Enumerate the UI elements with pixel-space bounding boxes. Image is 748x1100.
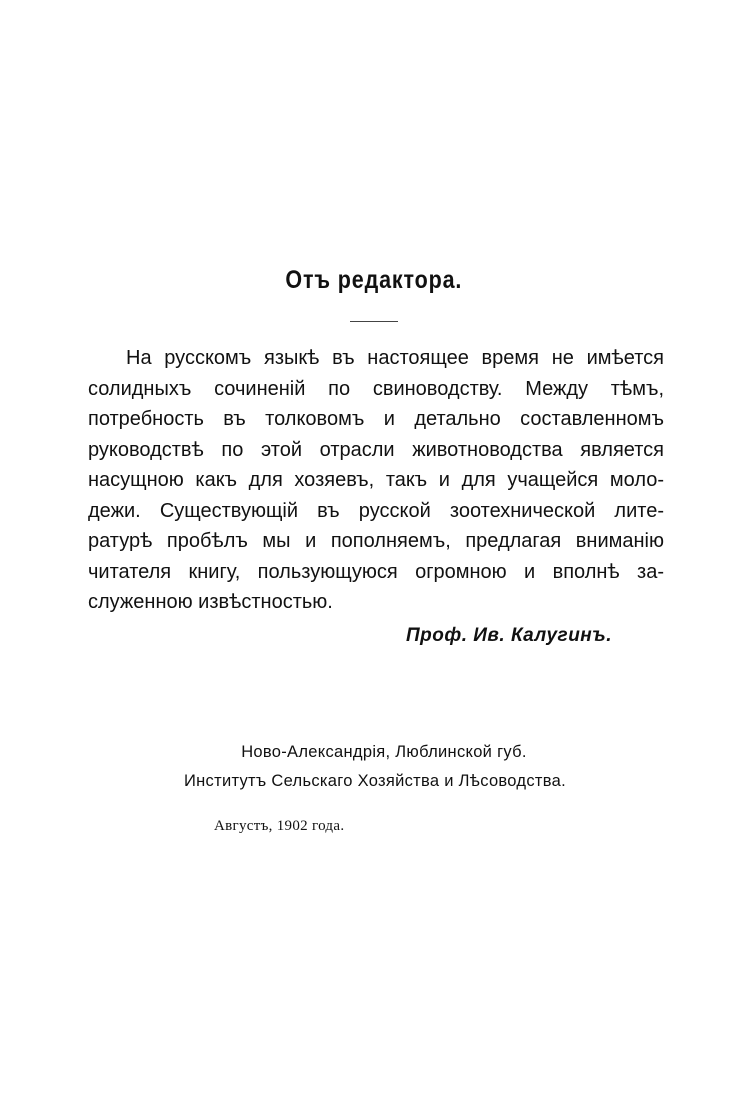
body-line: руководствѣ по этой отрасли животноводства является — [88, 438, 664, 461]
place-line: Ново-Александрія, Люблинской губ. — [241, 743, 527, 761]
editor-signature: Проф. Ив. Калугинъ. — [406, 625, 612, 646]
body-line: насущною какъ для хозяевъ, такъ и для учащейся моло- — [88, 469, 664, 491]
body-line: потребность въ толковомъ и детально составленномъ — [88, 408, 664, 430]
page-title: Отъ редактора. — [285, 266, 463, 294]
body-paragraph — [88, 343, 664, 618]
body-line: дежи. Существующій въ русской зоотехнической лите- — [88, 499, 664, 522]
body-line: служенною извѣстностью. — [88, 591, 333, 613]
place-block — [0, 738, 748, 796]
body-line: читателя книгу, пользующуюся огромною и вполнѣ за- — [88, 560, 664, 583]
date-line: Августъ, 1902 года. — [214, 818, 345, 834]
body-line: ратурѣ пробѣлъ мы и пополняемъ, предлагая вниманію — [88, 530, 664, 552]
body-line: На русскомъ языкѣ въ настоящее время не имѣется — [126, 347, 664, 369]
institution-line: Институтъ Сельскаго Хозяйства и Лѣсоводства. — [183, 772, 567, 790]
body-line: солидныхъ сочиненій по свиноводству. Между тѣмъ, — [88, 377, 664, 400]
title-divider — [350, 321, 398, 322]
